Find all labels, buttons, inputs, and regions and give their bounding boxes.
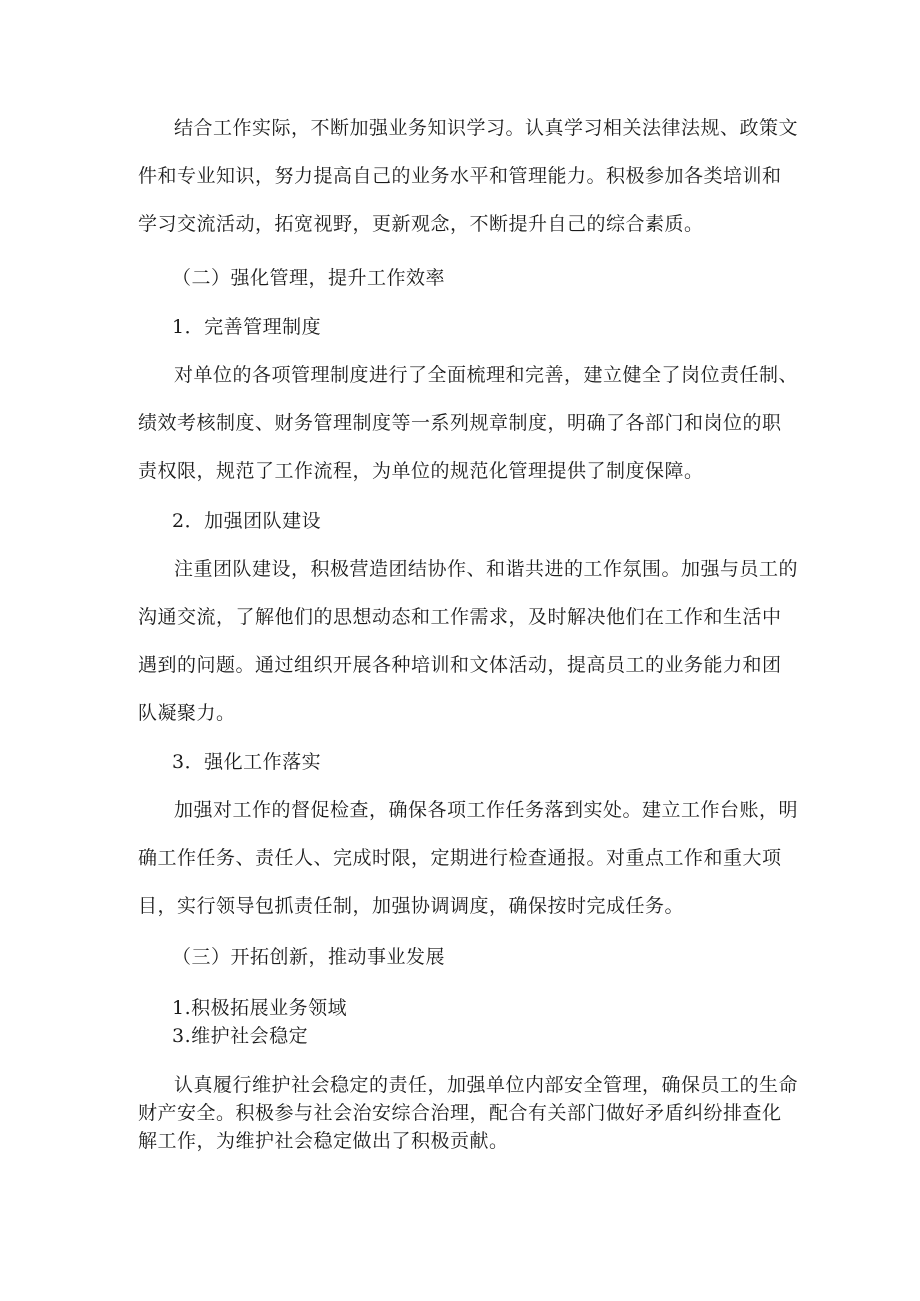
- sub-heading-3: 3.维护社会稳定: [172, 1025, 309, 1047]
- item-heading-1: 1．完善管理制度: [172, 316, 322, 338]
- paragraph-team-text: 注重团队建设，积极营造团结协作、和谐共进的工作氛围。加强与员工的沟通交流，了解他们的思想动态和工作需求，及时解决他们在工作和生活中遇到的问题。通过组织开展各种培训和文体活动，提高员工的业务能力和团队凝聚力。: [138, 558, 799, 724]
- paragraph-stability-text: 认真履行维护社会稳定的责任，加强单位内部安全管理，确保员工的生命财产安全。积极参与社会治安综合治理，配合有关部门做好矛盾纠纷排查化解工作，为维护社会稳定做出了积极贡献。: [138, 1074, 799, 1152]
- paragraph-management-text: 对单位的各项管理制度进行了全面梳理和完善，建立健全了岗位责任制、绩效考核制度、财务管理制度等一系列规章制度，明确了各部门和岗位的职责权限，规范了工作流程，为单位的规范化管理提供了制度保障。: [138, 364, 799, 482]
- item-heading-3: 3．强化工作落实: [172, 751, 322, 773]
- section-heading-2: （二）强化管理，提升工作效率: [172, 267, 446, 289]
- item-heading-2: 2．加强团队建设: [172, 510, 322, 532]
- paragraph-implementation-text: 加强对工作的督促检查，确保各项工作任务落到实处。建立工作台账，明确工作任务、责任人、完成时限，定期进行检查通报。对重点工作和重大项目，实行领导包抓责任制，加强协调调度，确保按时完成任务。: [138, 799, 799, 917]
- paragraph-stability: [138, 1071, 798, 1155]
- paragraph-implementation: [138, 786, 798, 930]
- paragraph-management: [138, 351, 798, 495]
- section-heading-3: （三）开拓创新，推动事业发展: [172, 946, 446, 968]
- paragraph-study: [138, 104, 798, 248]
- paragraph-team: [138, 545, 798, 737]
- paragraph-study-text: 结合工作实际，不断加强业务知识学习。认真学习相关法律法规、政策文件和专业知识，努力提高自己的业务水平和管理能力。积极参加各类培训和学习交流活动，拓宽视野，更新观念，不断提升自己的综合素质。: [138, 117, 799, 235]
- sub-heading-1: 1.积极拓展业务领域: [172, 997, 348, 1019]
